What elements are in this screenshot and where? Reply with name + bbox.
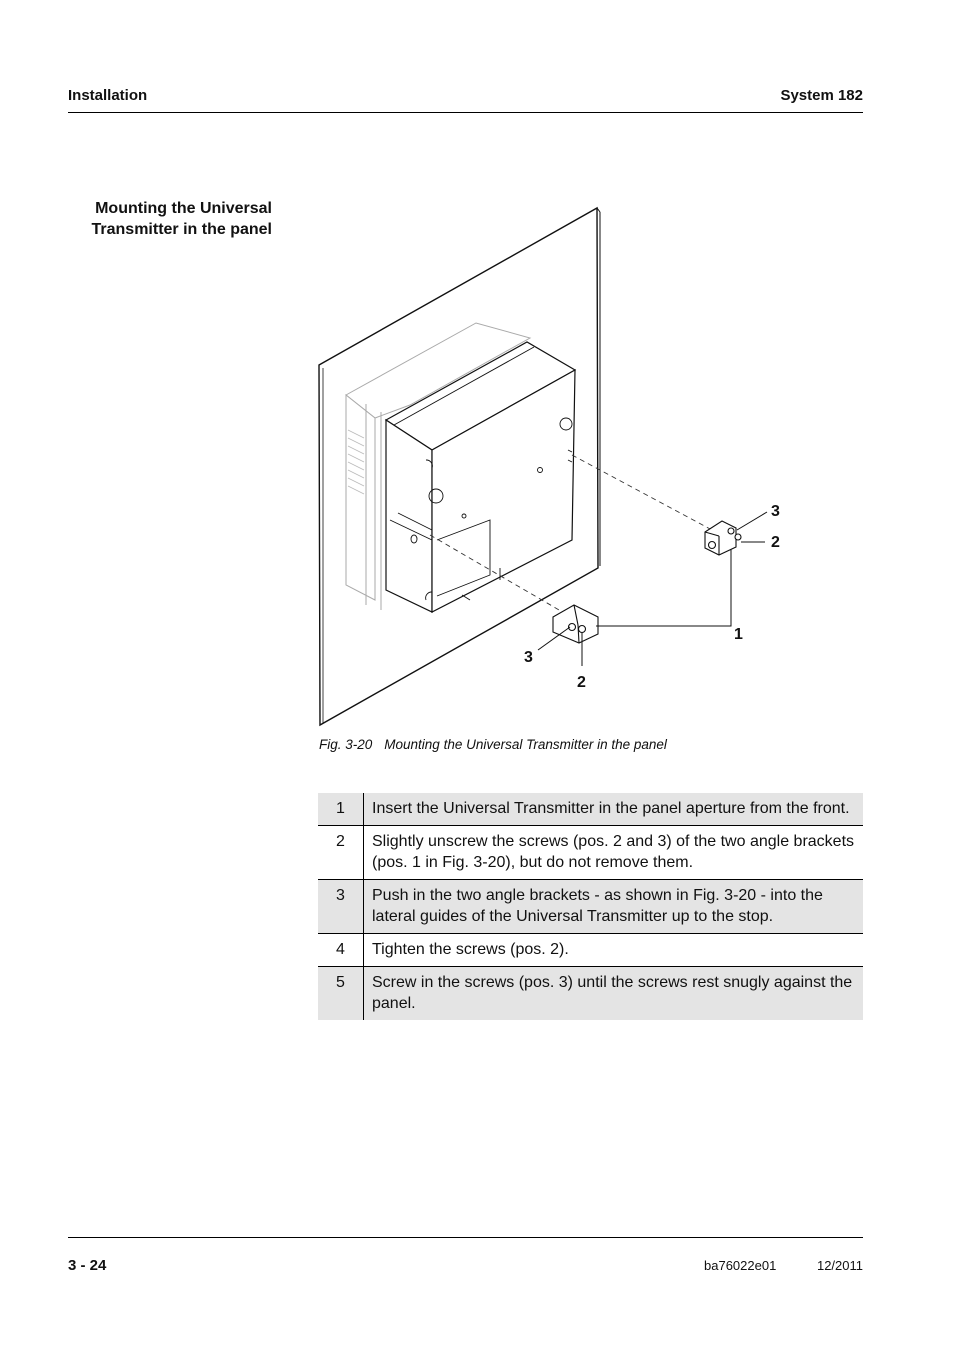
header-product: System 182 <box>780 87 863 104</box>
step-number: 1 <box>318 793 364 826</box>
footer-rule <box>68 1237 863 1238</box>
step-row <box>318 967 863 1021</box>
step-text: Insert the Universal Transmitter in the panel aperture from the front. <box>372 800 850 817</box>
step-text: Slightly unscrew the screws (pos. 2 and 3) of the two angle brackets (pos. 1 in Fig. 3-20), but do not remove them. <box>372 833 855 871</box>
callout-2-lower: 2 <box>577 674 586 691</box>
mounting-figure <box>300 195 820 740</box>
caption-text: Mounting the Universal Transmitter in the panel <box>384 737 667 752</box>
callout-1: 1 <box>734 626 743 643</box>
callout-3-upper: 3 <box>771 503 780 520</box>
step-row <box>318 793 863 826</box>
step-text: Push in the two angle brackets - as shown in Fig. 3-20 - into the lateral guides of the Universal Transmitter up to the stop. <box>372 887 823 925</box>
document-date: 12/2011 <box>816 1258 863 1273</box>
document-id: ba76022e01 <box>704 1258 777 1273</box>
header-section: Installation <box>68 87 148 104</box>
angle-bracket-upper <box>705 521 741 555</box>
step-number: 2 <box>318 826 364 880</box>
caption-number: Fig. 3-20 <box>319 737 373 752</box>
figure-caption <box>319 737 667 752</box>
steps-table <box>318 793 863 1020</box>
callout-2-upper: 2 <box>771 534 780 551</box>
side-heading: Mounting the Universal Transmitter in the panel <box>91 200 272 238</box>
mounting-illustration <box>300 195 820 740</box>
callout-3-lower: 3 <box>524 649 533 666</box>
angle-bracket-lower <box>553 605 598 643</box>
step-number: 3 <box>318 880 364 934</box>
step-row <box>318 934 863 967</box>
step-text: Screw in the screws (pos. 3) until the screws rest snugly against the panel. <box>372 974 853 1012</box>
step-text: Tighten the screws (pos. 2). <box>372 941 569 958</box>
step-number: 5 <box>318 967 364 1021</box>
header-rule <box>68 112 863 113</box>
page-number: 3 - 24 <box>68 1257 107 1274</box>
step-row <box>318 880 863 934</box>
step-row <box>318 826 863 880</box>
step-number: 4 <box>318 934 364 967</box>
